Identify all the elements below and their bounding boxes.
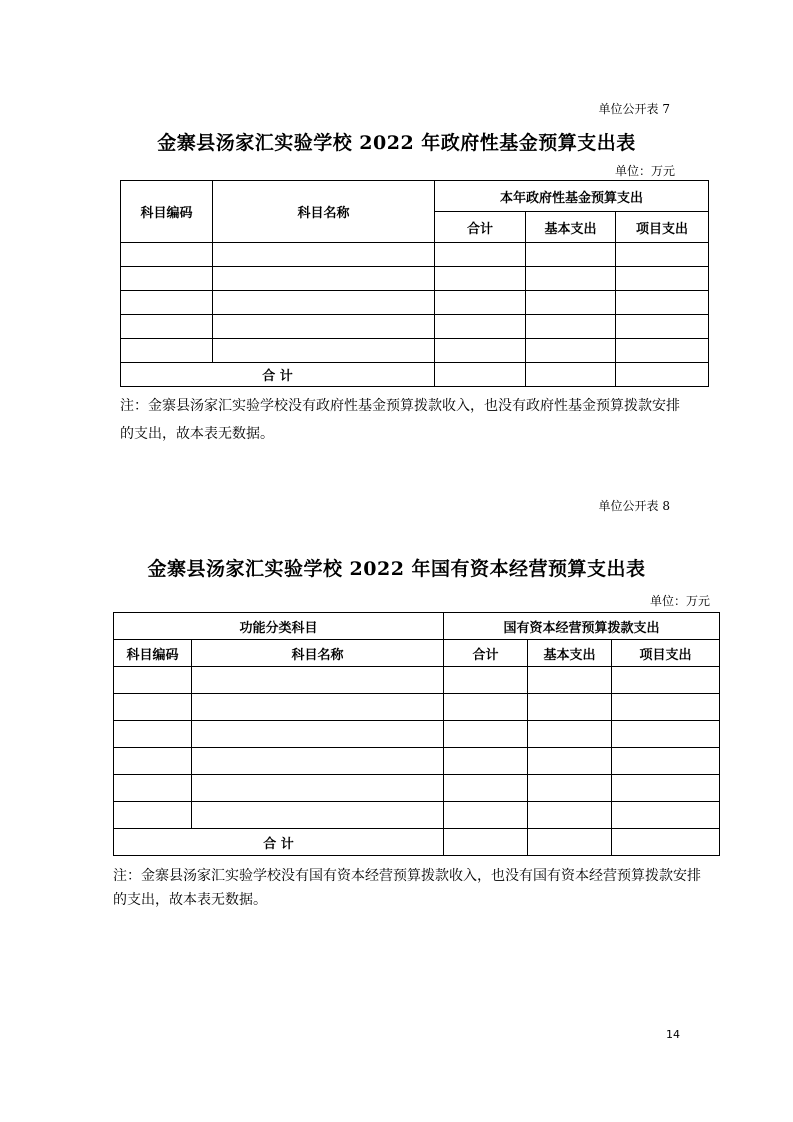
table-row	[114, 775, 720, 802]
header-code: 科目编码	[114, 640, 192, 667]
total-row	[121, 363, 709, 387]
table-row	[121, 291, 709, 315]
header-basic: 基本支出	[528, 640, 612, 667]
table-row	[121, 267, 709, 291]
table7-tag: 单位公开表 7	[598, 102, 670, 116]
header-group: 本年政府性基金预算支出	[435, 181, 709, 212]
header-code: 科目编码	[121, 181, 213, 243]
table7-note: 注：金寨县汤家汇实验学校没有政府性基金预算拨款收入，也没有政府性基金预算拨款安排的支出，故本表无数据。	[120, 398, 680, 442]
table-row	[121, 339, 709, 363]
table8-unit: 单位：万元	[649, 594, 710, 608]
table8-note: 注：金寨县汤家汇实验学校没有国有资本经营预算拨款收入，也没有国有资本经营预算拨款安排的支出，故本表无数据。	[113, 868, 701, 908]
table8-tag: 单位公开表 8	[598, 499, 670, 513]
header-name: 科目名称	[213, 181, 435, 243]
header-group: 国有资本经营预算拨款支出	[444, 613, 720, 640]
header-name: 科目名称	[192, 640, 444, 667]
total-label: 合 计	[121, 363, 435, 387]
header-project: 项目支出	[616, 212, 709, 243]
table8	[113, 612, 720, 856]
page-number: 14	[666, 1028, 680, 1041]
table8-title: 金寨县汤家汇实验学校 2022 年国有资本经营预算支出表	[147, 558, 646, 580]
table7	[120, 180, 709, 387]
total-row	[114, 829, 720, 856]
table7-unit: 单位：万元	[614, 164, 675, 178]
table-row	[121, 315, 709, 339]
table-row	[121, 243, 709, 267]
header-project: 项目支出	[612, 640, 720, 667]
header-total: 合计	[444, 640, 528, 667]
table7-title: 金寨县汤家汇实验学校 2022 年政府性基金预算支出表	[157, 132, 636, 154]
table-row	[114, 667, 720, 694]
table-row	[114, 694, 720, 721]
total-label: 合 计	[114, 829, 444, 856]
header-total: 合计	[435, 212, 526, 243]
header-basic: 基本支出	[526, 212, 616, 243]
table-row	[114, 802, 720, 829]
table-row	[114, 748, 720, 775]
header-func: 功能分类科目	[114, 613, 444, 640]
table-row	[114, 721, 720, 748]
